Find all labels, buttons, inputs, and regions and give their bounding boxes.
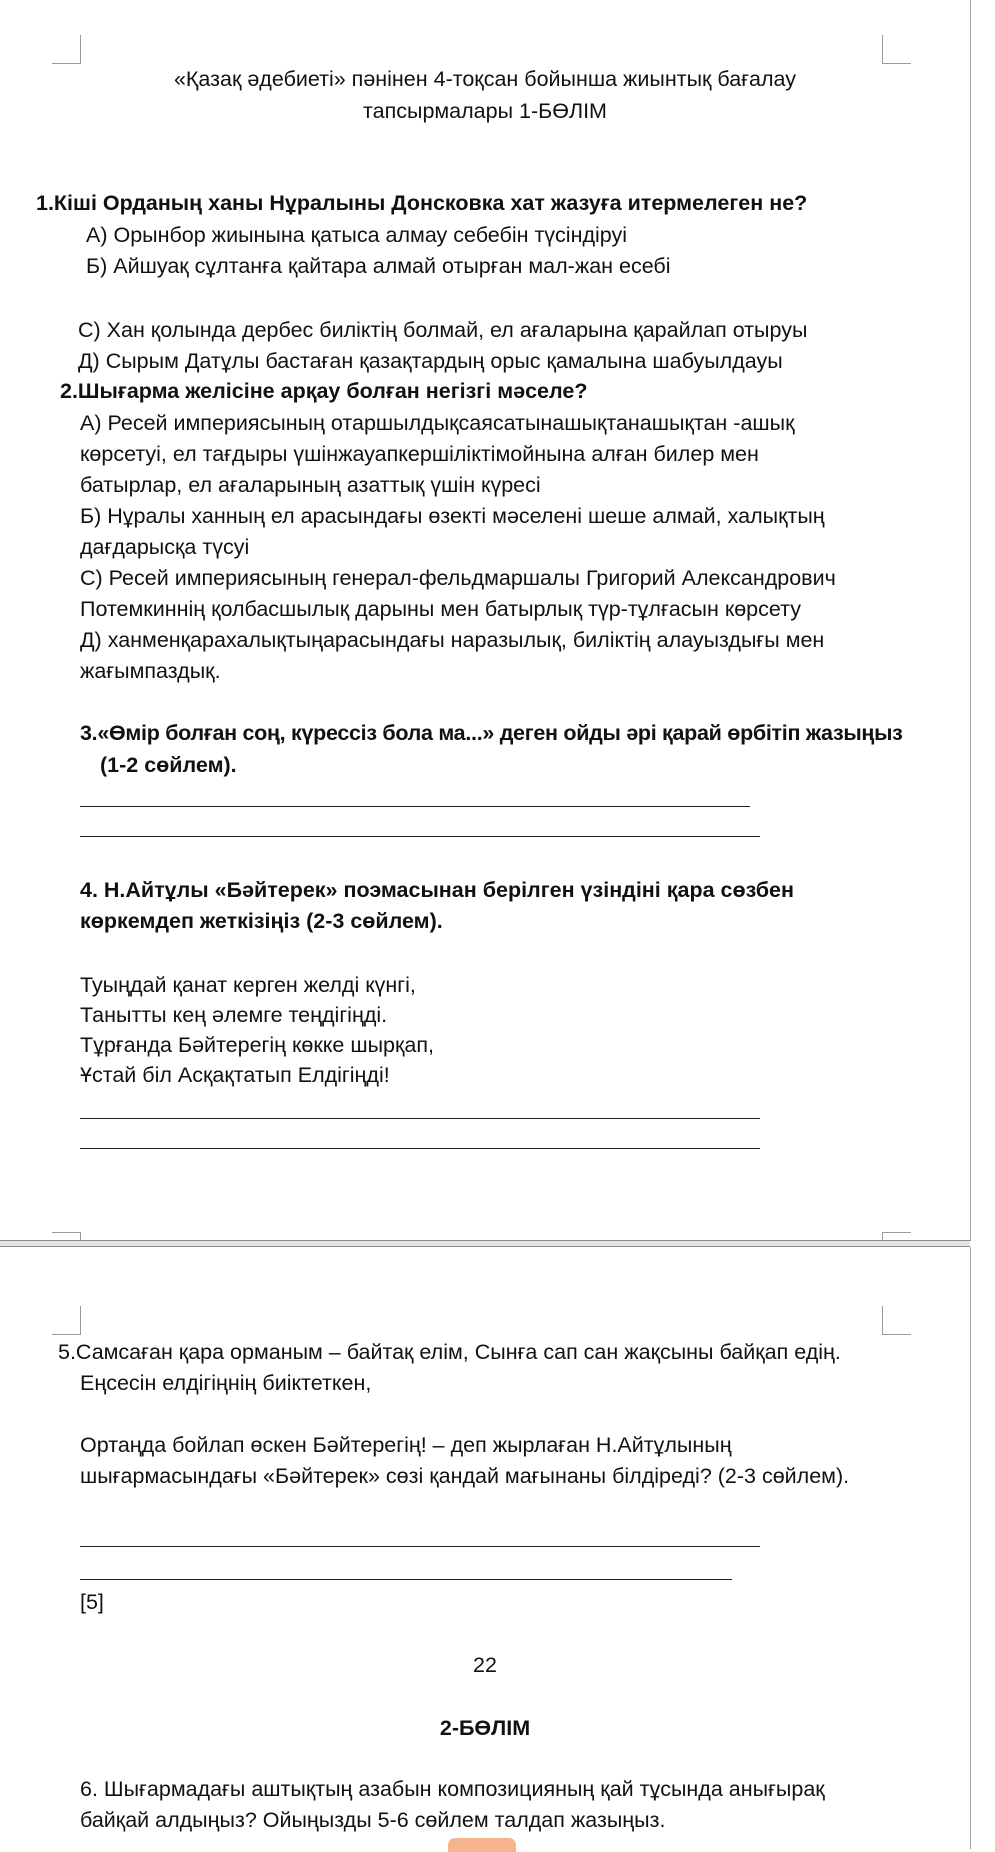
score-label: [5] — [80, 1590, 104, 1614]
page-number: 22 — [473, 1653, 497, 1677]
q2-option-c: Потемкиннің қолбасшылық дарыны мен батырлық түр-тұлғасын көрсету — [80, 597, 801, 621]
question-1: 1.Кіші Орданың ханы Нұралыны Донсковка хат жазуға итермелеген не? — [36, 191, 808, 215]
question-5: 5.Самсаған қара орманым – байтақ елім, Сынға сап сан жақсыны байқап едің. — [58, 1340, 841, 1364]
q1-option-b: Б) Айшуақ сұлтанға қайтара алмай отырған мал-жан есебі — [86, 254, 671, 278]
q2-option-a: А) Ресей империясының отаршылдықсаясатынашықтанашықтан -ашық — [80, 411, 795, 435]
q2-option-c: С) Ресей империясының генерал-фельдмаршалы Григорий Александрович — [80, 566, 836, 590]
question-6: байқай алдыңыз? Ойыңызды 5-6 сөйлем талдап жазыңыз. — [80, 1808, 666, 1832]
question-3: 3.«Өмір болған соң, күрессіз бола ма...» деген ойды әрі қарай өрбітіп жазыңыз — [80, 721, 903, 745]
poem-line: Танытты кең әлемге теңдігіңді. — [80, 1003, 388, 1027]
question-5: шығармасындағы «Бәйтерек» сөзі қандай мағынаны білдіреді? (2-3 сөйлем). — [80, 1464, 850, 1488]
q2-option-d: Д) ханменқарахалықтыңарасындағы наразылық, биліктің алауыздығы мен — [80, 628, 825, 652]
question-5: Еңсесін елдігіңнің биіктеткен, — [80, 1371, 372, 1395]
q2-option-b: дағдарысқа түсуі — [80, 535, 250, 559]
q2-option-a: көрсетуі, ел тағдыры үшінжауапкершіліктімойнына алған билер мен — [80, 442, 759, 466]
corner-mark — [52, 1306, 81, 1335]
answer-line — [80, 1546, 760, 1547]
question-5: Ортаңда бойлап өскен Бәйтерегің! – деп жырлаған Н.Айтұлының — [80, 1433, 732, 1457]
answer-line — [80, 1579, 732, 1580]
q2-option-b: Б) Нұралы ханның ел арасындағы өзекті мәселені шеше алмай, халықтың — [80, 504, 825, 528]
q2-option-a: батырлар, ел ағаларының азаттық үшін күресі — [80, 473, 541, 497]
page-title-line2: тапсырмалары 1-БӨЛІМ — [363, 99, 607, 123]
corner-mark — [882, 1232, 911, 1241]
question-4: 4. Н.Айтұлы «Бәйтерек» поэмасынан берілген үзіндіні қара сөзбен — [80, 878, 794, 902]
corner-mark — [52, 1232, 81, 1241]
scrollbar-track[interactable] — [971, 0, 995, 1849]
corner-mark — [882, 35, 911, 64]
question-2: 2.Шығарма желісіне арқау болған негізгі мәселе? — [60, 379, 588, 403]
page-title-line1: «Қазақ әдебиеті» пәнінен 4-тоқсан бойынша жиынтық бағалау — [173, 67, 797, 91]
poem-line: Ұстай біл Асқақтатып Елдігіңді! — [80, 1063, 390, 1087]
floating-action-tab[interactable] — [448, 1838, 516, 1852]
q1-option-a: А) Орынбор жиынына қатыса алмау себебін түсіндіруі — [86, 223, 628, 247]
corner-mark — [882, 1306, 911, 1335]
question-4: көркемдеп жеткізіңіз (2-3 сөйлем). — [80, 909, 443, 933]
answer-line — [80, 1148, 760, 1149]
answer-line — [80, 836, 760, 837]
poem-line: Тұрғанда Бәйтерегің көкке шырқап, — [80, 1033, 434, 1057]
section-2-title: 2-БӨЛІМ — [439, 1716, 531, 1740]
question-6: 6. Шығармадағы аштықтың азабын композицияның қай тұсында анығырақ — [80, 1777, 825, 1801]
document-page-2 — [0, 1247, 971, 1849]
q1-option-c: С) Хан қолында дербес биліктің болмай, ел ағаларына қарайлап отыруы — [78, 318, 808, 342]
answer-line — [80, 1118, 760, 1119]
question-3: (1-2 сөйлем). — [100, 753, 237, 777]
poem-line: Туыңдай қанат керген желді күнгі, — [80, 973, 416, 997]
corner-mark — [52, 35, 81, 64]
q1-option-d: Д) Сырым Датұлы бастаған қазақтардың орыс қамалына шабуылдауы — [78, 349, 783, 373]
answer-line — [80, 806, 750, 807]
q2-option-d: жағымпаздық. — [80, 659, 221, 683]
